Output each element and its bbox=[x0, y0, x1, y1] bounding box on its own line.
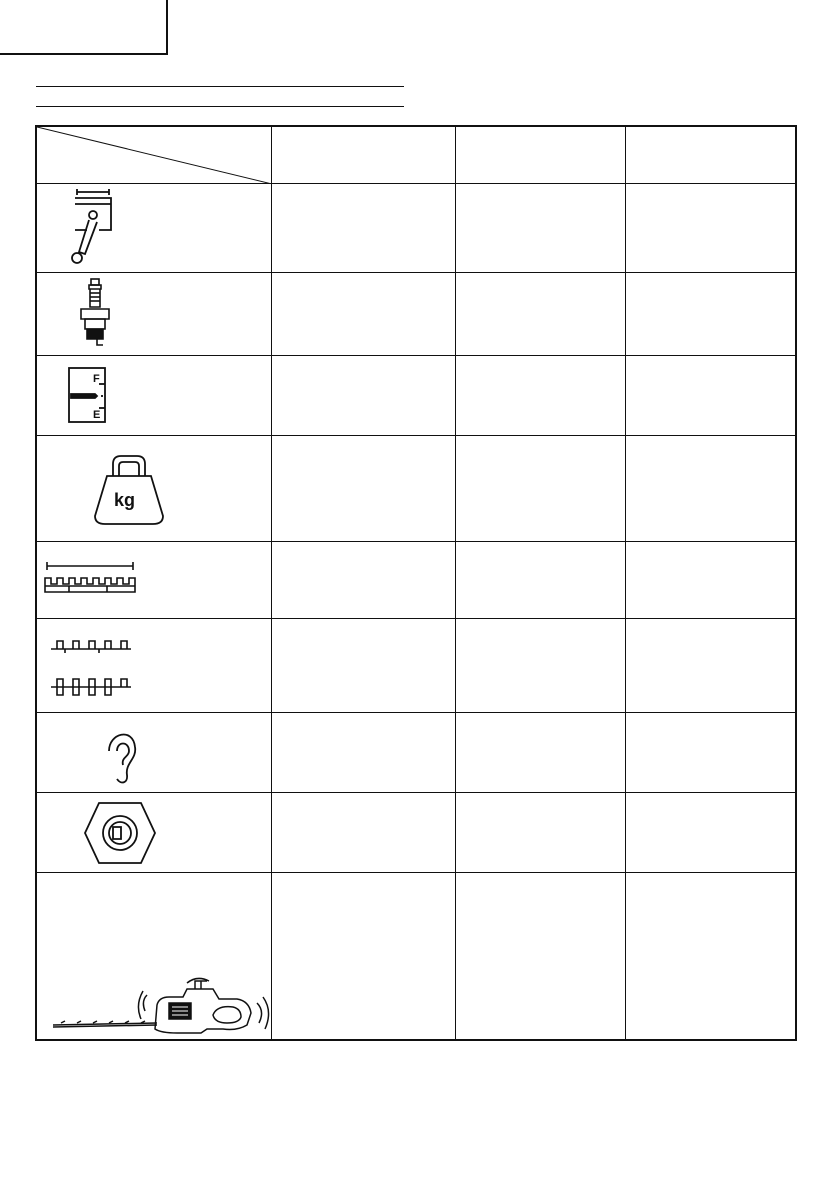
table-row bbox=[36, 183, 796, 272]
value-cell bbox=[625, 712, 796, 792]
row-icon-cell bbox=[36, 712, 271, 792]
piston-icon bbox=[37, 184, 272, 273]
vibration-hedge-trimmer-icon bbox=[37, 873, 272, 1041]
table-row bbox=[36, 435, 796, 541]
nut-icon bbox=[37, 793, 272, 873]
value-cell bbox=[271, 272, 455, 355]
value-cell bbox=[271, 355, 455, 435]
value-cell bbox=[271, 541, 455, 618]
row-icon-cell bbox=[36, 618, 271, 712]
blade-teeth-icon bbox=[37, 619, 272, 713]
table-row bbox=[36, 872, 796, 1040]
value-cell bbox=[625, 541, 796, 618]
row-icon-cell bbox=[36, 355, 271, 435]
fuel-gauge-icon bbox=[37, 356, 272, 436]
weight-kg-icon bbox=[37, 436, 272, 542]
value-cell bbox=[625, 792, 796, 872]
row-icon-cell bbox=[36, 541, 271, 618]
value-cell bbox=[271, 712, 455, 792]
value-cell bbox=[455, 435, 625, 541]
blade-length-icon bbox=[37, 542, 272, 619]
ear-icon bbox=[37, 713, 272, 793]
row-icon-cell bbox=[36, 183, 271, 272]
value-cell bbox=[625, 272, 796, 355]
value-cell bbox=[271, 183, 455, 272]
specifications-table bbox=[35, 125, 797, 1041]
value-cell bbox=[455, 183, 625, 272]
weight-unit-label: kg bbox=[114, 489, 136, 510]
value-cell bbox=[625, 435, 796, 541]
value-cell bbox=[271, 435, 455, 541]
header-col-3 bbox=[625, 126, 796, 183]
header-corner-cell bbox=[36, 126, 271, 183]
title-rule-top bbox=[36, 86, 404, 87]
header-col-1 bbox=[271, 126, 455, 183]
table-row bbox=[36, 272, 796, 355]
value-cell bbox=[455, 272, 625, 355]
header-row bbox=[36, 126, 796, 183]
table-row bbox=[36, 618, 796, 712]
table-row bbox=[36, 712, 796, 792]
fuel-empty-label: E bbox=[93, 408, 101, 421]
value-cell bbox=[455, 792, 625, 872]
table-row bbox=[36, 541, 796, 618]
value-cell bbox=[625, 183, 796, 272]
row-icon-cell bbox=[36, 272, 271, 355]
value-cell bbox=[455, 712, 625, 792]
spark-plug-icon bbox=[37, 273, 272, 356]
value-cell bbox=[625, 872, 796, 1040]
value-cell bbox=[455, 872, 625, 1040]
row-icon-cell bbox=[36, 435, 271, 541]
header-col-2 bbox=[455, 126, 625, 183]
value-cell bbox=[625, 618, 796, 712]
diagonal-divider bbox=[37, 127, 272, 184]
row-icon-cell bbox=[36, 872, 271, 1040]
value-cell bbox=[455, 618, 625, 712]
value-cell bbox=[455, 355, 625, 435]
value-cell bbox=[271, 792, 455, 872]
value-cell bbox=[271, 618, 455, 712]
value-cell bbox=[625, 355, 796, 435]
title-rule-bottom bbox=[36, 106, 404, 107]
fuel-full-label: F bbox=[93, 372, 100, 385]
table-row bbox=[36, 792, 796, 872]
value-cell bbox=[271, 872, 455, 1040]
row-icon-cell bbox=[36, 792, 271, 872]
table-row bbox=[36, 355, 796, 435]
value-cell bbox=[455, 541, 625, 618]
page-tab-box bbox=[0, 0, 168, 55]
